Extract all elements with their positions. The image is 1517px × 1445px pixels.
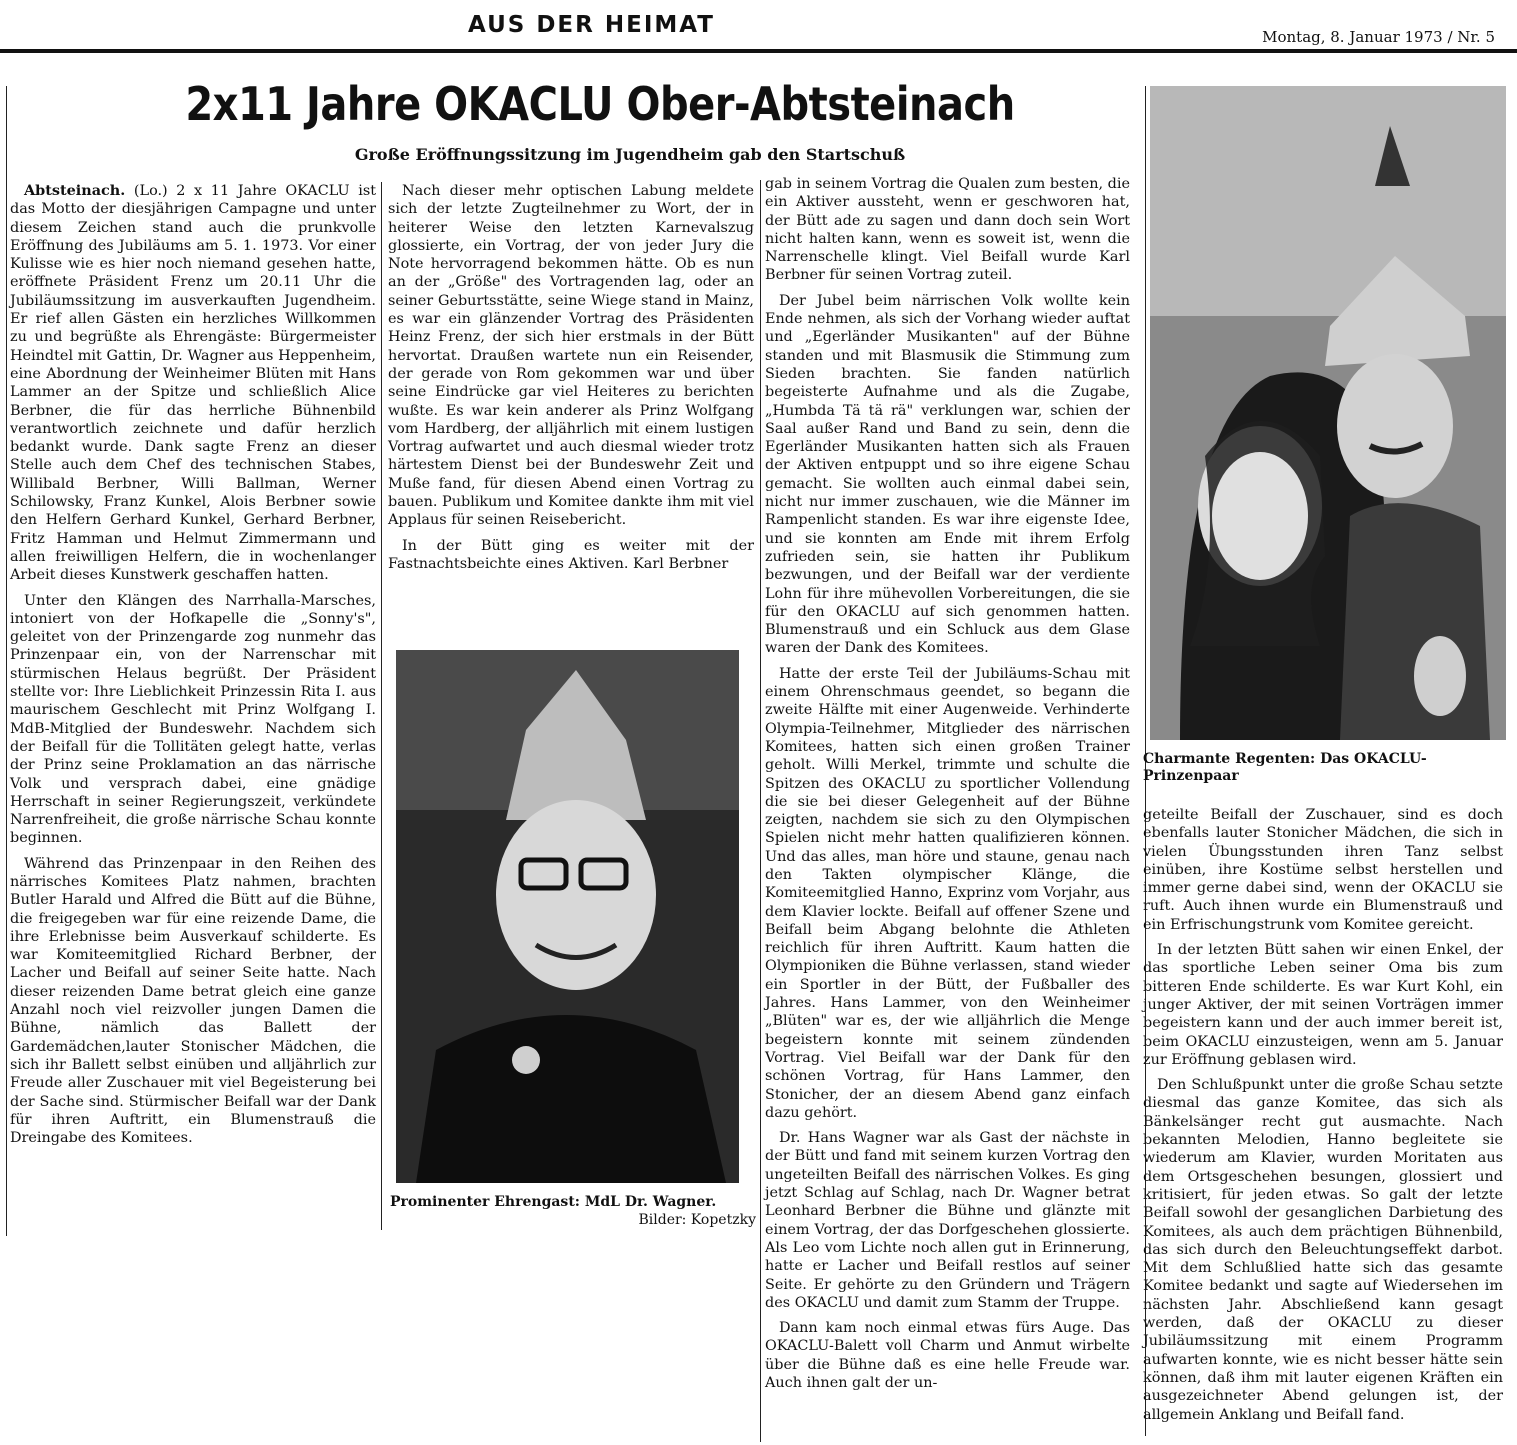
subheadline: Große Eröffnungssitzung im Jugendheim gab den Startschuß — [354, 145, 906, 164]
paragraph: Dann kam noch einmal etwas fürs Auge. Das OKACLU-Balett voll Charm und Anmut wirbelte über die Bühne daß es eine helle Freude war. Auch ihnen galt der un- — [765, 1320, 1130, 1391]
issue-dateline: Montag, 8. Januar 1973 / Nr. 5 — [1262, 28, 1495, 46]
paragraph: Während das Prinzenpaar in den Reihen des närrisches Komitees Platz nahmen, brachten Butler Harald und Alfred die Bütt auf die Bühne, die freigegeben war für eine reizende Dame, die ihre Erlebnisse beim Ausverkauf schilderte. Es war Komiteemitglied Richard Berbner, der Lacher und Beifall auf seiner Seite hatte. Nach dieser reizenden Dame betrat gleich eine ganze Anzahl noch viel reizvoller jungen Damen die Bühne, nämlich das Ballett der Gardemädchen,lauter Stonischer Mädchen, die sich ihr Ballett selbst einüben und alljährlich zur Freude aller Zuschauer mit viel Begeisterung bei der Sache sind. Stürmischer Beifall war der Dank für ihren Auftritt, ein Blumenstrauß die Dreingabe des Komitees. — [10, 855, 376, 1147]
portrait-drawing — [396, 650, 739, 1183]
photo-dr-wagner — [396, 650, 739, 1183]
paragraph: Nach dieser mehr optischen Labung meldete sich der letzte Zugteilnehmer zu Wort, der in heiterer Weise den letzten Karnevalszug glossierte, ein Vortrag, der von jeder Jury die Note hervorragend bekommen hätte. Ob es nun an der „Größe" des Vortragenden lag, oder an seiner Geburtsstätte, seine Wiege stand in Mainz, es war ein glänzender Vortrag des Präsidenten Heinz Frenz, der sich hier erstmals in der Bütt hervortat. Draußen wartete nun ein Reisender, der gerade von Rom gekommen war und über seine Eindrücke gar viel Heiteres zu berichten wußte. Es war kein anderer als Prinz Wolfgang vom Hardberg, der alljährlich mit einem lustigen Vortrag aufwartet und auch diesmal wieder trotz härtestem Dienst bei der Bundeswehr Zeit und Muße fand, für diesen Abend einen Vortrag zu bauen. Publikum und Komitee dankte ihm mit viel Applaus für seinen Reisebericht. — [388, 183, 754, 529]
paragraph: Der Jubel beim närrischen Volk wollte kein Ende nehmen, als sich der Vorhang wieder auftat und „Egerländer Musikanten" auf der Bühne standen und mit Blasmusik die Stimmung zum Sieden brachten. Sie fanden natürlich begeisterte Aufnahme und als die Zugabe, „Humbda Tä tä rä" verklungen war, schien der Saal außer Rand und Band zu sein, denn die Egerländer Musikanten hatten sich als Frauen der Aktiven entpuppt und so ihre eigene Schau gemacht. Sie wollten auch einmal dabei sein, nicht nur immer zuschauen, wie die Männer im Rampenlicht standen. Es war ihre eigenste Idee, und sie konnten am Ende mit ihrem Erfolg zufrieden sein, sie hatten ihr Publikum bezwungen, und der Beifall war der verdiente Lohn für ihre mühevollen Vorbereitungen, die sie für den OKACLU auf sich genommen hatten. Blumenstrauß und ein Schluck aus dem Glase waren der Dank des Komitees. — [765, 292, 1130, 657]
column-3 — [765, 175, 1130, 1392]
photo-caption: Prominenter Ehrengast: MdL Dr. Wagner. — [390, 1194, 717, 1210]
photo-caption: Charmante Regenten: Das OKACLU-Prinzenpaar — [1143, 751, 1427, 784]
paragraph: gab in seinem Vortrag die Qualen zum besten, die ein Aktiver aussteht, wenn er geschworen hat, der Bütt ade zu sagen und dann doch sein Wort nicht halten kann, wenn es soweit ist, wenn die Narrenschelle klingt. Viel Beifall wurde Karl Berbner für seinen Vortrag zuteil. — [765, 176, 1130, 284]
paragraph: (Lo.) 2 x 11 Jahre OKACLU ist das Motto der diesjährigen Campagne und unter diesem Zeichen stand auch die prunkvolle Eröffnung des Jubiläums am 5. 1. 1973. Vor einer Kulisse wie es hier noch niemand gesehen hatte, eröffnete Präsident Frenz um 20.11 Uhr die Jubiläumssitzung im ausverkauften Jugendheim. Er rief allen Gästen ein herzliches Willkommen zu und begrüßte als Ehrengäste: Bürgermeister Heindtel mit Gattin, Dr. Wagner aus Heppenheim, eine Abordnung der Weinheimer Blüten mit Hans Lammer an der Spitze und schließlich Alice Berbner, die für das herrliche Bühnenbild verantwortlich zeichnete und dafür herzlich bedankt wurde. Dank sagte Frenz an dieser Stelle auch dem Chef des technischen Stabes, Willibald Berbner, Willi Ballman, Werner Schilowsky, Franz Kunkel, Alois Berbner sowie den Helfern Gerhard Kunkel, Gerhard Berbner, Fritz Hamman und Helmut Zimmermann und allen freiwilligen Helfern, die in wochenlanger Arbeit dieses Kunstwerk geschaffen hatten. — [10, 183, 376, 584]
photo-prinzenpaar — [1150, 86, 1506, 740]
article-dateline: Abtsteinach. — [24, 182, 126, 199]
column-rule — [381, 182, 382, 1230]
paragraph: geteilte Beifall der Zuschauer, sind es doch ebenfalls lauter Stonicher Mädchen, die sich in vielen Übungsstunden ihren Tanz selbst einüben, ihre Kostüme selbst herstellen und immer gerne dabei sind, wenn der OKACLU sie ruft. Auch ihnen wurde ein Blumenstrauß und ein Erfrischungstrunk vom Komitee gereicht. — [1143, 807, 1503, 933]
column-rule — [760, 180, 761, 1442]
portrait-drawing — [1150, 86, 1506, 740]
column-2 — [388, 182, 754, 573]
paragraph: Unter den Klängen des Narrhalla-Marsches, intoniert von der Hofkapelle die „Sonny's", geleitet von der Prinzengarde zog nunmehr das Prinzenpaar ein, von der Narrenschar mit stürmischen Helaus begrüßt. Der Präsident stellte vor: Ihre Lieblichkeit Prinzessin Rita I. aus maurischem Geschlecht mit Prinz Wolfgang I. MdB-Mitglied der Bundeswehr. Nachdem sich der Beifall für die Tollitäten gelegt hatte, verlas der Prinz seine Proklamation an das närrische Volk und versprach dabei, eine gnädige Herrschaft in seiner Regierungszeit, verkündete Narrenfreiheit, die große närrische Schau konnte beginnen. — [10, 592, 376, 847]
column-1 — [10, 182, 376, 1147]
section-header: AUS DER HEIMAT — [468, 12, 715, 38]
left-border — [6, 86, 7, 1236]
photo-credit: Bilder: Kopetzky — [638, 1212, 756, 1228]
paragraph: Dr. Hans Wagner war als Gast der nächste in der Bütt und fand mit seinem kurzen Vortrag den ungeteilten Beifall des närrischen Volkes. Es ging jetzt Schlag auf Schlag, nach Dr. Wagner betrat Leonhard Berbner die Bühne und glänzte mit einem Vortrag, der das Dorfgeschehen glossierte. Als Leo vom Lichte noch allen gut in Erinnerung, hatte er Lacher und Beifall restlos auf seiner Seite. Er gehörte zu den Gründern und Trägern des OKACLU und damit zum Stamm der Truppe. — [765, 1130, 1130, 1311]
paragraph: In der letzten Bütt sahen wir einen Enkel, der das sportliche Leben seiner Oma bis zum bitteren Ende schilderte. Es war Kurt Kohl, ein junger Aktiver, der mit seinen Vorträgen immer begeistern kann und der auch immer bereit ist, beim OKACLU einzusteigen, wenn am 5. Januar zur Eröffnung geblasen wird. — [1143, 942, 1503, 1068]
paragraph: Hatte der erste Teil der Jubiläums-Schau mit einem Ohrenschmaus geendet, so begann die zweite Hälfte mit einer Augenweide. Verhinderte Olympia-Teilnehmer, Mitglieder des närrischen Komitees, hatten sich einen großen Trainer geholt. Willi Merkel, trimmte und schulte die Spitzen des OKACLU zu sportlicher Vollendung die sie bei dieser Gelegenheit auf der Bühne zeigten, nachdem sie sich zu den Olympischen Spielen nicht mehr hatten qualifizieren können. Und das alles, man höre und staune, genau nach den Takten olympischer Klänge, die Komiteemitglied Hanno, Exprinz vom Vorjahr, aus dem Klavier lockte. Beifall auf offener Szene und Beifall beim Abgang belohnte die Athleten reichlich für ihren Auftritt. Kaum hatten die Olympioniken die Bühne verlassen, stand wieder ein Sportler in der Bütt, der Fußballer des Jahres. Hans Lammer, von den Weinheimer „Blüten" war es, der wie alljährlich die Menge begeistern konnte mit seinem zündenden Vortrag. Viel Beifall war der Dank für den schönen Vortrag, für Hans Lammer, den Stonicher, der an diesem Abend ganz einfach dazu gehört. — [765, 665, 1130, 1121]
column-4 — [1143, 806, 1503, 1424]
paragraph: In der Bütt ging es weiter mit der Fastnachtsbeichte eines Aktiven. Karl Berbner — [388, 537, 754, 572]
headline: 2x11 Jahre OKACLU Ober-Abtsteinach — [185, 78, 1015, 132]
header-rule — [0, 49, 1517, 53]
paragraph: Den Schlußpunkt unter die große Schau setzte diesmal das ganze Komitee, das sich als Bänkelsänger recht gut ausmachte. Nach bekannten Melodien, Hanno begleitete sie wiederum am Klavier, wurden Moritaten aus dem Ortsgeschehen besungen, glossiert und kritisiert, für jeden etwas. So galt der letzte Beifall sowohl der gesanglichen Darbietung des Komitees, als auch dem prächtigen Bühnenbild, das sich durch den Beleuchtungseffekt darbot. Mit dem Schlußlied hatte sich das gesamte Komitee bedankt und sagte auf Wiedersehen im nächsten Jahr. Abschließend kann gesagt werden, daß der OKACLU zu dieser Jubiläumssitzung mit einem Programm aufwarten konnte, wie es nicht besser hätte sein können, daß ihm mit lauter eigenen Kräften ein ausgezeichneter Abend gelungen ist, der allgemein Anklang und Beifall fand. — [1143, 1077, 1503, 1423]
